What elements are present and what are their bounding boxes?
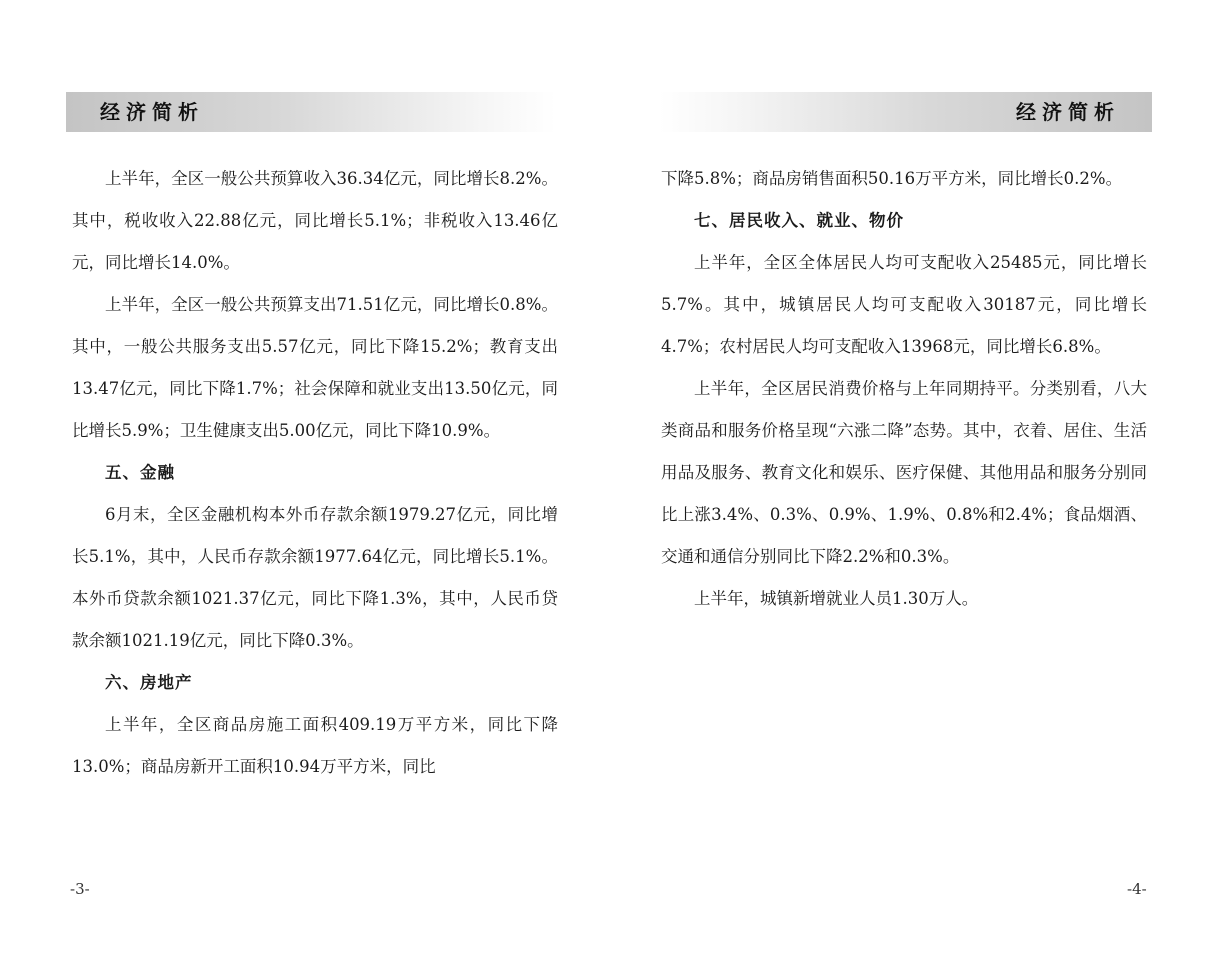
page-content xyxy=(72,158,558,788)
page-content xyxy=(661,158,1147,620)
header-title: 经济简析 xyxy=(100,100,204,124)
page-number: -3- xyxy=(70,880,90,898)
page-number: -4- xyxy=(1127,880,1147,898)
section-heading-real-estate: 六、房地产 xyxy=(105,673,193,692)
income-paragraph: 上半年，全区全体居民人均可支配收入25485元，同比增长5.7%。其中，城镇居民人均可支配收入30187元，同比增长4.7%；农村居民人均可支配收入13968元，同比增长6.8%。 xyxy=(661,253,1147,356)
real-estate-paragraph: 上半年，全区商品房施工面积409.19万平方米，同比下降13.0%；商品房新开工面积10.94万平方米，同比 xyxy=(72,715,558,776)
consumer-price-paragraph: 上半年，全区居民消费价格与上年同期持平。分类别看，八大类商品和服务价格呈现“六涨二降”态势。其中，衣着、居住、生活用品及服务、教育文化和娱乐、医疗保健、其他用品和服务分别同比上涨3.4%、0.3%、0.9%、1.9%、0.8%和2.4%；食品烟酒、交通和通信分别同比下降2.2%和0.3%。 xyxy=(661,379,1147,566)
header-title: 经济简析 xyxy=(1016,100,1120,124)
real-estate-continued-paragraph: 下降5.8%；商品房销售面积50.16万平方米，同比增长0.2%。 xyxy=(661,169,1123,188)
page-header-bar xyxy=(659,92,1152,132)
budget-expenditure-paragraph: 上半年，全区一般公共预算支出71.51亿元，同比增长0.8%。其中，一般公共服务支出5.57亿元，同比下降15.2%；教育支出13.47亿元，同比下降1.7%；社会保障和就业支出13.50亿元，同比增长5.9%；卫生健康支出5.00亿元，同比下降10.9%。 xyxy=(72,295,558,440)
employment-paragraph: 上半年，城镇新增就业人员1.30万人。 xyxy=(694,589,979,608)
section-heading-finance: 五、金融 xyxy=(105,463,175,482)
budget-revenue-paragraph: 上半年，全区一般公共预算收入36.34亿元，同比增长8.2%。其中，税收收入22.88亿元，同比增长5.1%；非税收入13.46亿元，同比增长14.0%。 xyxy=(72,169,558,272)
finance-paragraph: 6月末，全区金融机构本外币存款余额1979.27亿元，同比增长5.1%，其中，人民币存款余额1977.64亿元，同比增长5.1%。本外币贷款余额1021.37亿元，同比下降1.3%，其中，人民币贷款余额1021.19亿元，同比下降0.3%。 xyxy=(72,505,558,650)
section-heading-income: 七、居民收入、就业、物价 xyxy=(694,211,904,230)
page-header-bar xyxy=(66,92,556,132)
page-4 xyxy=(609,0,1218,977)
